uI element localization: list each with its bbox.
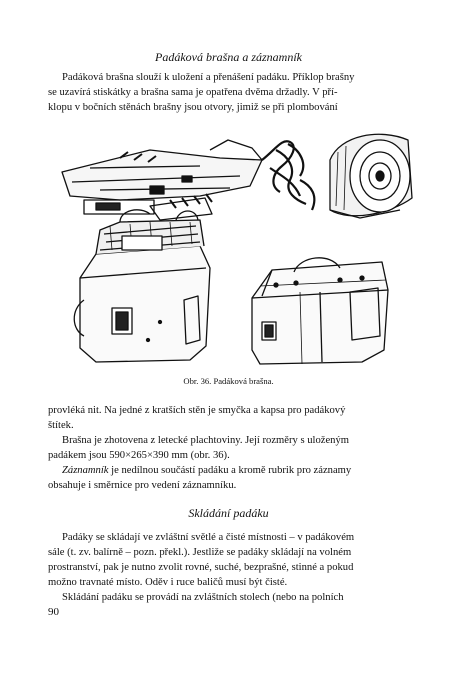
continuation-paragraph	[48, 403, 410, 433]
text-line: se uzavírá stiskátky a brašna sama je opatřena dvěma držadly. V pří-	[48, 87, 338, 98]
text-line: štítek.	[48, 420, 74, 431]
text-line: prostranství, pak je nutno zvolit rovné, suché, bezprašné, stinné a pokud	[48, 562, 354, 573]
text-line: padákem jsou 590×265×390 mm (obr. 36).	[48, 450, 230, 461]
subsection-title: Skládání padáku	[188, 506, 269, 520]
text-line: Brašna je zhotovena z letecké plachtoviny. Její rozměry s uloženým	[62, 435, 350, 446]
folding-paragraph	[48, 530, 410, 605]
logbook-text: je nedílnou součástí padáku a kromě rubrik pro záznamy	[108, 465, 352, 476]
page-number: 90	[48, 606, 59, 618]
open-bag-drawing	[74, 210, 210, 362]
text-line: Padáková brašna slouží k uložení a přenášení padáku. Příklop brašny	[62, 72, 355, 83]
text-line: obsahuje i směrnice pro vedení záznamníku.	[48, 480, 237, 491]
rolled-mat-drawing	[330, 134, 412, 218]
text-line: provléká nit. Na jedné z kratších stěn je smyčka a kapsa pro padákový	[48, 405, 346, 416]
logbook-paragraph	[48, 463, 410, 493]
text-line: možno travnaté místo. Oděv i ruce baličů musí být čisté.	[48, 577, 288, 588]
coiled-cord-drawing	[262, 141, 314, 210]
figure-caption: Obr. 36. Padáková brašna.	[183, 376, 274, 386]
closed-bag-drawing	[252, 258, 388, 364]
unfolded-bag-flap-drawing	[62, 140, 262, 220]
text-line: Padáky se skládají ve zvláštní světlé a čisté místnosti – v padákovém	[62, 532, 355, 543]
bag-dimensions-paragraph	[48, 433, 410, 463]
text-line: klopu v bočních stěnách brašny jsou otvory, jimiž se při plombování	[48, 102, 338, 113]
text-line	[48, 463, 410, 478]
section-title: Padáková brašna a záznamník	[155, 50, 302, 64]
text-line: sále (t. zv. balírně – pozn. překl.). Jestliže se padáky skládají na volném	[48, 547, 352, 558]
text-line: Skládání padáku se provádí na zvláštních stolech (nebo na polních	[62, 592, 344, 603]
logbook-term: Záznamník	[62, 465, 109, 476]
